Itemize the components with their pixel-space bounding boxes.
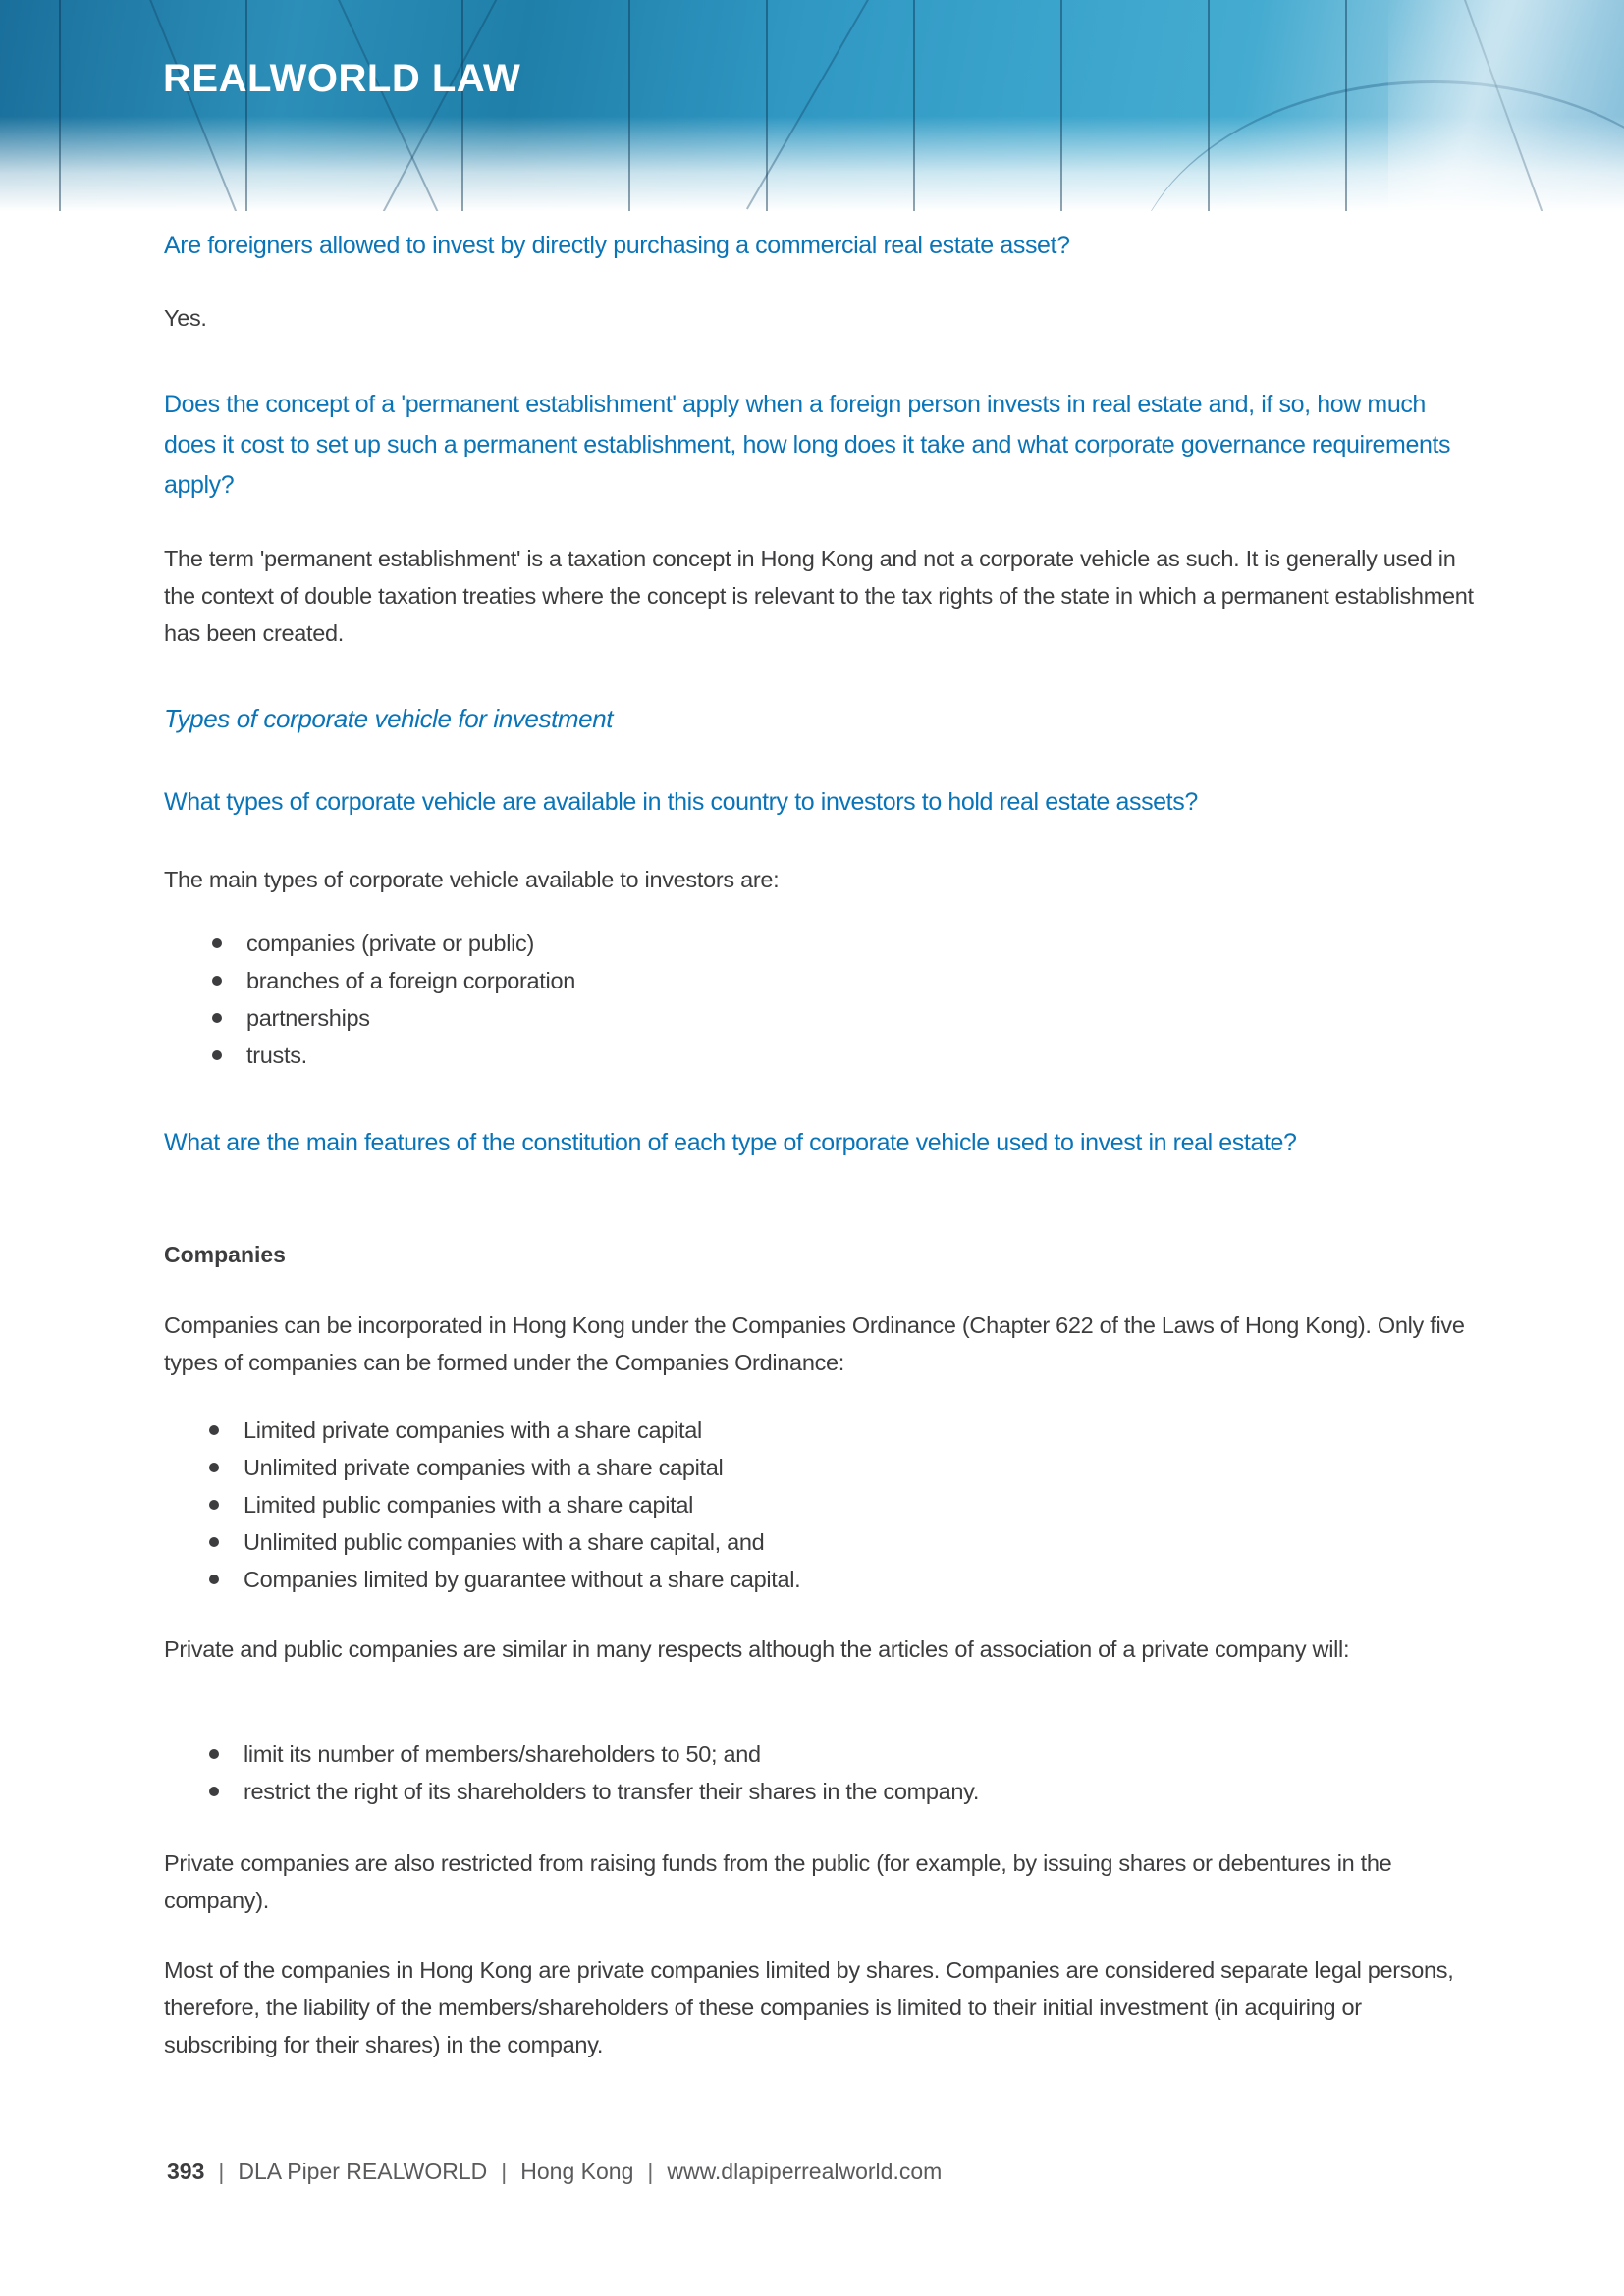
glass-panel-line xyxy=(766,0,768,211)
glass-panel-line xyxy=(245,0,247,211)
private-company-restrictions-list xyxy=(161,1735,979,1810)
glass-panel-line xyxy=(628,0,630,211)
list-item: restrict the right of its shareholders to transfer their shares in the company. xyxy=(161,1773,979,1810)
question-heading: What types of corporate vehicle are available in this country to investors to hold real estate assets? xyxy=(164,788,1198,816)
list-item: Unlimited public companies with a share capital, and xyxy=(161,1523,800,1561)
list-item: Unlimited private companies with a share capital xyxy=(161,1449,800,1486)
publication-name: DLA Piper REALWORLD xyxy=(238,2159,488,2184)
list-item: limit its number of members/shareholders to 50; and xyxy=(161,1735,979,1773)
list-item: trusts. xyxy=(164,1037,575,1074)
question-heading: Are foreigners allowed to invest by directly purchasing a commercial real estate asset? xyxy=(164,232,1070,259)
footer-separator: | xyxy=(501,2159,508,2184)
answer-paragraph: The term 'permanent establishment' is a taxation concept in Hong Kong and not a corporate vehicle as such. It is generally used in the context of double taxation treaties where the concept is relevant to the tax rights of the state in which a permanent establishment has been created. xyxy=(164,546,1474,646)
page-number: 393 xyxy=(167,2159,205,2184)
list-item: Companies limited by guarantee without a share capital. xyxy=(161,1561,800,1598)
answer-paragraph: The main types of corporate vehicle available to investors are: xyxy=(164,867,780,892)
list-item: partnerships xyxy=(164,999,575,1037)
glass-panel-line xyxy=(59,0,61,211)
page-footer xyxy=(167,2159,942,2185)
section-heading: Types of corporate vehicle for investment xyxy=(164,704,614,733)
paragraph: Companies can be incorporated in Hong Kong under the Companies Ordinance (Chapter 622 of the Laws of Hong Kong). Only five types of companies can be formed under the Companies Ordinance: xyxy=(164,1312,1465,1375)
list-item: branches of a foreign corporation xyxy=(164,962,575,999)
list-item: Limited public companies with a share capital xyxy=(161,1486,800,1523)
footer-separator: | xyxy=(218,2159,225,2184)
glass-diagonal xyxy=(137,0,243,211)
header-banner xyxy=(0,0,1624,211)
country-name: Hong Kong xyxy=(520,2159,634,2184)
question-heading: What are the main features of the constitution of each type of corporate vehicle used to invest in real estate? xyxy=(164,1129,1297,1156)
paragraph: Private companies are also restricted from raising funds from the public (for example, by issuing shares or debentures in the company). xyxy=(164,1850,1392,1913)
glass-diagonal xyxy=(382,0,513,211)
company-types-list xyxy=(161,1412,800,1598)
paragraph: Private and public companies are similar in many respects although the articles of association of a private company will: xyxy=(164,1636,1350,1662)
list-item: companies (private or public) xyxy=(164,925,575,962)
paragraph: Most of the companies in Hong Kong are private companies limited by shares. Companies are considered separate legal persons, therefore, the liability of the members/shareholders of these companies is limited to their initial investment (in acquiring or subscribing for their shares) in the company. xyxy=(164,1957,1454,2057)
question-heading: Does the concept of a 'permanent establishment' apply when a foreign person invests in real estate and, if so, how much does it cost to set up such a permanent establishment, how long does it take and what corporate governance requirements apply? xyxy=(164,391,1451,499)
glass-panel-line xyxy=(913,0,915,211)
glass-panel-line xyxy=(1060,0,1062,211)
answer-paragraph: Yes. xyxy=(164,305,207,331)
footer-separator: | xyxy=(647,2159,654,2184)
list-item: Limited private companies with a share capital xyxy=(161,1412,800,1449)
glass-sheen xyxy=(1388,0,1624,211)
brand-title: REALWORLD LAW xyxy=(163,57,521,100)
glass-diagonal xyxy=(324,0,442,211)
subheading-companies: Companies xyxy=(164,1242,286,1267)
website-link[interactable]: www.dlapiperrealworld.com xyxy=(667,2159,943,2184)
vehicle-types-list xyxy=(164,925,575,1074)
glass-panel-line xyxy=(461,0,463,211)
